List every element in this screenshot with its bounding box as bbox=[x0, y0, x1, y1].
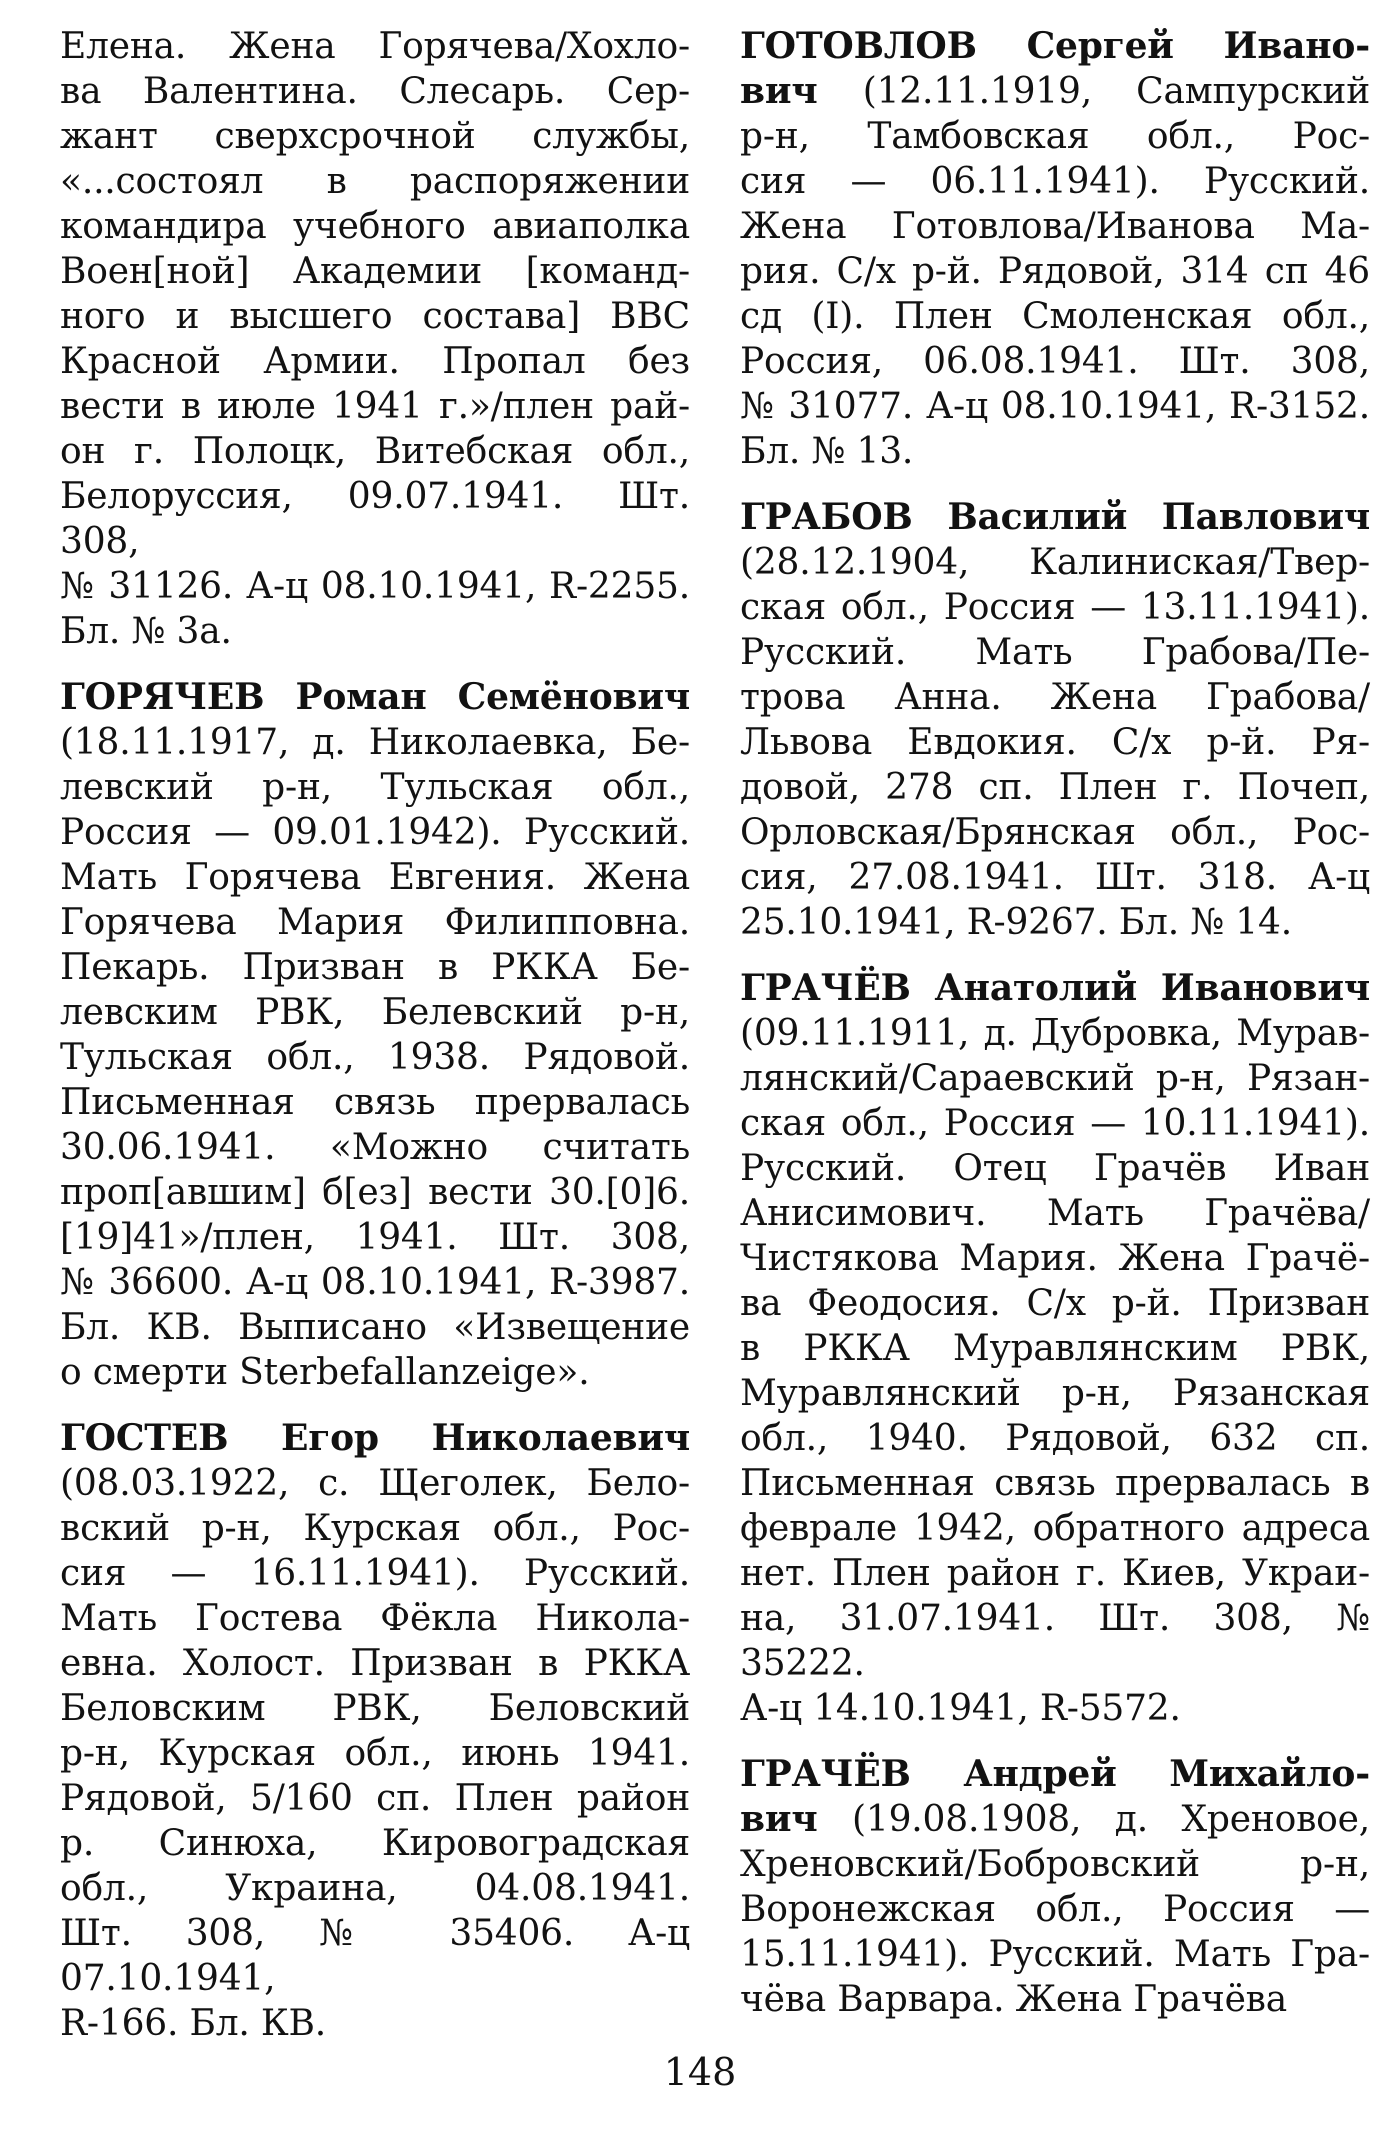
entry-line bbox=[60, 159, 690, 204]
person-name: ГОРЯЧЕВ Роман Семёнович bbox=[60, 676, 690, 718]
entry-text: левским РВК, Белевский р-н, bbox=[60, 992, 690, 1033]
entry-line bbox=[60, 1170, 690, 1215]
entry-text: сия — 16.11.1941). Русский. bbox=[60, 1553, 690, 1594]
entry-line bbox=[60, 1260, 690, 1305]
entry-line bbox=[740, 1932, 1370, 1977]
entry-line bbox=[60, 609, 690, 654]
entry-text: евна. Холост. Призван в РККА bbox=[60, 1643, 690, 1684]
entry-line bbox=[60, 720, 690, 765]
entry-text: Красной Армии. Пропал без bbox=[60, 341, 690, 382]
entry-text: Львова Евдокия. С/х р-й. Ря- bbox=[740, 722, 1370, 763]
entry-text: Россия, 06.08.1941. Шт. 308, bbox=[740, 341, 1370, 382]
entry-line bbox=[60, 1305, 690, 1350]
entry-line bbox=[740, 1842, 1370, 1887]
entry-text: обл., 1940. Рядовой, 632 сп. bbox=[740, 1418, 1370, 1459]
entry-text: Беловским РВК, Беловский bbox=[60, 1688, 690, 1729]
entry-text: № 31077. А-ц 08.10.1941, R-3152. bbox=[740, 386, 1370, 427]
entry-text: р-н, Тамбовская обл., Рос- bbox=[740, 116, 1370, 157]
entry-text: № 31126. А-ц 08.10.1941, R-2255. bbox=[60, 566, 690, 607]
entry-line bbox=[60, 1551, 690, 1596]
entry-text: Муравлянский р-н, Рязанская bbox=[740, 1373, 1370, 1414]
entry-line bbox=[740, 1326, 1370, 1371]
entry-text: сд (I). Плен Смоленская обл., bbox=[740, 296, 1370, 337]
entry-line bbox=[60, 474, 690, 564]
entry-line bbox=[60, 1080, 690, 1125]
entry-text: Воен[ной] Академии [команд- bbox=[60, 251, 690, 292]
entry-line bbox=[740, 765, 1370, 810]
entry-line bbox=[740, 1236, 1370, 1281]
memorial-entry bbox=[60, 675, 690, 1395]
entry-text: Чистякова Мария. Жена Грачё- bbox=[740, 1238, 1370, 1279]
entry-text: вести в июле 1941 г.»/плен рай- bbox=[60, 386, 690, 427]
entry-line bbox=[740, 339, 1370, 384]
entry-text: «...состоял в распоряжении bbox=[60, 161, 690, 202]
entry-text: Письменная связь прервалась bbox=[60, 1082, 690, 1123]
entry-line bbox=[740, 1596, 1370, 1686]
entry-text: (28.12.1904, Калиниская/Твер- bbox=[740, 542, 1370, 583]
entry-line bbox=[740, 1551, 1370, 1596]
entry-line bbox=[60, 114, 690, 159]
memorial-entry-continuation bbox=[60, 24, 690, 654]
entry-text: Бл. № 3а. bbox=[60, 611, 232, 652]
entry-text: он г. Полоцк, Витебская обл., bbox=[60, 431, 690, 472]
entry-line bbox=[740, 1101, 1370, 1146]
entry-text: (18.11.1917, д. Николаевка, Бе- bbox=[60, 722, 690, 763]
entry-text: ская обл., Россия — 10.11.1941). bbox=[740, 1103, 1370, 1144]
entry-line bbox=[740, 1416, 1370, 1461]
entry-line bbox=[740, 1977, 1370, 2022]
entry-text: сия — 06.11.1941). Русский. bbox=[740, 161, 1370, 202]
entry-text: (19.08.1908, д. Хреновое, bbox=[852, 1799, 1370, 1840]
entry-line bbox=[60, 204, 690, 249]
entry-line bbox=[60, 1350, 690, 1395]
entry-text: Русский. Мать Грабова/Пе- bbox=[740, 632, 1370, 673]
entry-line bbox=[60, 294, 690, 339]
entry-line bbox=[740, 114, 1370, 159]
entry-line bbox=[740, 1461, 1370, 1506]
entry-text: нет. Плен район г. Киев, Украи- bbox=[740, 1553, 1370, 1594]
left-column bbox=[60, 24, 690, 2067]
entry-text: Хреновский/Бобровский р-н, bbox=[740, 1844, 1370, 1885]
memorial-entry bbox=[60, 1416, 690, 2046]
entry-line bbox=[60, 945, 690, 990]
entry-line bbox=[740, 1146, 1370, 1191]
entry-line bbox=[740, 24, 1370, 69]
entry-line bbox=[740, 720, 1370, 765]
entry-text: Орловская/Брянская обл., Рос- bbox=[740, 812, 1370, 853]
entry-line bbox=[60, 1821, 690, 1866]
entry-line bbox=[60, 384, 690, 429]
entry-text: о смерти Sterbefallanzeige». bbox=[60, 1352, 590, 1393]
entry-text: р. Синюха, Кировоградская bbox=[60, 1823, 690, 1864]
entry-line bbox=[60, 1461, 690, 1506]
entry-text: довой, 278 сп. Плен г. Почеп, bbox=[740, 767, 1370, 808]
entry-text: обл., Украина, 04.08.1941. bbox=[60, 1868, 690, 1909]
entry-text: Воронежская обл., Россия — bbox=[740, 1889, 1370, 1930]
person-name: ГРАЧЁВ Андрей Михайло- bbox=[740, 1753, 1370, 1795]
entry-line bbox=[740, 630, 1370, 675]
entry-text: Рядовой, 5/160 сп. Плен район bbox=[60, 1778, 690, 1819]
entry-text: А-ц 14.10.1941, R-5572. bbox=[740, 1688, 1181, 1729]
memorial-entry bbox=[740, 966, 1370, 1731]
entry-line bbox=[740, 429, 1370, 474]
entry-line bbox=[740, 855, 1370, 900]
entry-text: левский р-н, Тульская обл., bbox=[60, 767, 690, 808]
entry-text: Шт. 308, № 35406. А-ц 07.10.1941, bbox=[60, 1913, 690, 1999]
entry-text: Бл. КВ. Выписано «Извещение bbox=[60, 1307, 690, 1348]
entry-line bbox=[740, 294, 1370, 339]
entry-line bbox=[740, 1056, 1370, 1101]
entry-text: 15.11.1941). Русский. Мать Гра- bbox=[740, 1934, 1370, 1975]
entry-line bbox=[60, 1776, 690, 1821]
person-name: вич bbox=[740, 70, 863, 112]
person-name: ГОСТЕВ Егор Николаевич bbox=[60, 1417, 690, 1459]
entry-text: сия, 27.08.1941. Шт. 318. А-ц bbox=[740, 857, 1370, 898]
entry-line bbox=[60, 765, 690, 810]
entry-line bbox=[740, 384, 1370, 429]
entry-text: Письменная связь прервалась в bbox=[740, 1463, 1370, 1504]
entry-text: р-н, Курская обл., июнь 1941. bbox=[60, 1733, 690, 1774]
person-name: вич bbox=[740, 1798, 853, 1840]
entry-text: Мать Горячева Евгения. Жена bbox=[60, 857, 690, 898]
entry-line bbox=[740, 966, 1370, 1011]
entry-line bbox=[60, 990, 690, 1035]
entry-line bbox=[740, 1191, 1370, 1236]
entry-line bbox=[740, 495, 1370, 540]
entry-line bbox=[60, 429, 690, 474]
entry-text: трова Анна. Жена Грабова/ bbox=[740, 677, 1370, 718]
entry-line bbox=[740, 675, 1370, 720]
entry-text: ва Валентина. Слесарь. Сер- bbox=[60, 71, 690, 112]
entry-line bbox=[60, 1866, 690, 1911]
right-column bbox=[740, 24, 1370, 2067]
entry-line bbox=[740, 540, 1370, 585]
entry-line bbox=[740, 1887, 1370, 1932]
entry-line bbox=[740, 900, 1370, 945]
entry-text: вский р-н, Курская обл., Рос- bbox=[60, 1508, 690, 1549]
person-name: ГОТОВЛОВ Сергей Ивано- bbox=[740, 25, 1370, 67]
entry-text: ва Феодосия. С/х р-й. Призван bbox=[740, 1283, 1370, 1324]
memorial-entry bbox=[740, 1752, 1370, 2022]
entry-text: в РККА Муравлянским РВК, bbox=[740, 1328, 1370, 1369]
entry-line bbox=[60, 1215, 690, 1260]
entry-text: рия. С/х р-й. Рядовой, 314 сп 46 bbox=[740, 251, 1370, 292]
entry-text: ская обл., Россия — 13.11.1941). bbox=[740, 587, 1370, 628]
entry-line bbox=[740, 159, 1370, 204]
entry-text: Тульская обл., 1938. Рядовой. bbox=[60, 1037, 690, 1078]
entry-line bbox=[60, 1641, 690, 1686]
entry-line bbox=[60, 1416, 690, 1461]
entry-line bbox=[740, 1371, 1370, 1416]
entry-line bbox=[60, 1911, 690, 2001]
entry-text: лянский/Сараевский р-н, Рязан- bbox=[740, 1058, 1370, 1099]
entry-text: ного и высшего состава] ВВС bbox=[60, 296, 690, 337]
entry-line bbox=[60, 1686, 690, 1731]
entry-text: (08.03.1922, с. Щеголек, Бело- bbox=[60, 1463, 690, 1504]
entry-text: Елена. Жена Горячева/Хохло- bbox=[60, 26, 690, 67]
entry-text: проп[авшим] б[ез] вести 30.[0]6. bbox=[60, 1172, 690, 1213]
entry-line bbox=[60, 1596, 690, 1641]
entry-line bbox=[60, 855, 690, 900]
entry-text: Белоруссия, 09.07.1941. Шт. 308, bbox=[60, 476, 690, 562]
entry-line bbox=[740, 1686, 1370, 1731]
entry-text: 30.06.1941. «Можно считать bbox=[60, 1127, 690, 1168]
entry-text: феврале 1942, обратного адреса bbox=[740, 1508, 1370, 1549]
entry-line bbox=[740, 1797, 1370, 1842]
entry-line bbox=[740, 69, 1370, 114]
entry-line bbox=[60, 675, 690, 720]
entry-text: [19]41»/плен, 1941. Шт. 308, bbox=[60, 1217, 690, 1258]
entry-line bbox=[60, 1506, 690, 1551]
page-number: 148 bbox=[663, 2050, 737, 2094]
entry-text: (12.11.1919, Сампурский bbox=[862, 71, 1370, 112]
entry-line bbox=[740, 810, 1370, 855]
entry-line bbox=[60, 24, 690, 69]
entry-text: Жена Готовлова/Иванова Ма- bbox=[740, 206, 1370, 247]
entry-text: Горячева Мария Филипповна. bbox=[60, 902, 690, 943]
entry-text: на, 31.07.1941. Шт. 308, № 35222. bbox=[740, 1598, 1370, 1684]
text-columns bbox=[60, 24, 1370, 2067]
entry-line bbox=[740, 249, 1370, 294]
entry-line bbox=[740, 1281, 1370, 1326]
entry-text: № 36600. А-ц 08.10.1941, R-3987. bbox=[60, 1262, 690, 1303]
entry-text: чёва Варвара. Жена Грачёва bbox=[740, 1979, 1287, 2020]
entry-line bbox=[60, 810, 690, 855]
entry-line bbox=[740, 1506, 1370, 1551]
entry-line bbox=[60, 249, 690, 294]
memorial-entry bbox=[740, 24, 1370, 474]
entry-text: Бл. № 13. bbox=[740, 431, 914, 472]
entry-text: Мать Гостева Фёкла Никола- bbox=[60, 1598, 690, 1639]
entry-text: жант сверхсрочной службы, bbox=[60, 116, 690, 157]
entry-text: Пекарь. Призван в РККА Бе- bbox=[60, 947, 690, 988]
entry-text: Анисимович. Мать Грачёва/ bbox=[740, 1193, 1370, 1234]
memorial-entry bbox=[740, 495, 1370, 945]
entry-line bbox=[60, 1731, 690, 1776]
entry-text: R-166. Бл. КВ. bbox=[60, 2003, 327, 2044]
entry-line bbox=[60, 1125, 690, 1170]
entry-text: Россия — 09.01.1942). Русский. bbox=[60, 812, 690, 853]
entry-line bbox=[740, 1752, 1370, 1797]
entry-text: командира учебного авиаполка bbox=[60, 206, 690, 247]
entry-text: Русский. Отец Грачёв Иван bbox=[740, 1148, 1370, 1189]
entry-text: 25.10.1941, R-9267. Бл. № 14. bbox=[740, 902, 1292, 943]
entry-line bbox=[740, 1011, 1370, 1056]
entry-line bbox=[740, 585, 1370, 630]
entry-line bbox=[740, 204, 1370, 249]
entry-line bbox=[60, 1035, 690, 1080]
person-name: ГРАЧЁВ Анатолий Иванович bbox=[740, 967, 1370, 1009]
entry-line bbox=[60, 900, 690, 945]
entry-line bbox=[60, 2001, 690, 2046]
person-name: ГРАБОВ Василий Павлович bbox=[740, 496, 1370, 538]
entry-line bbox=[60, 564, 690, 609]
entry-line bbox=[60, 339, 690, 384]
entry-line bbox=[60, 69, 690, 114]
entry-text: (09.11.1911, д. Дубровка, Мурав- bbox=[740, 1013, 1370, 1054]
